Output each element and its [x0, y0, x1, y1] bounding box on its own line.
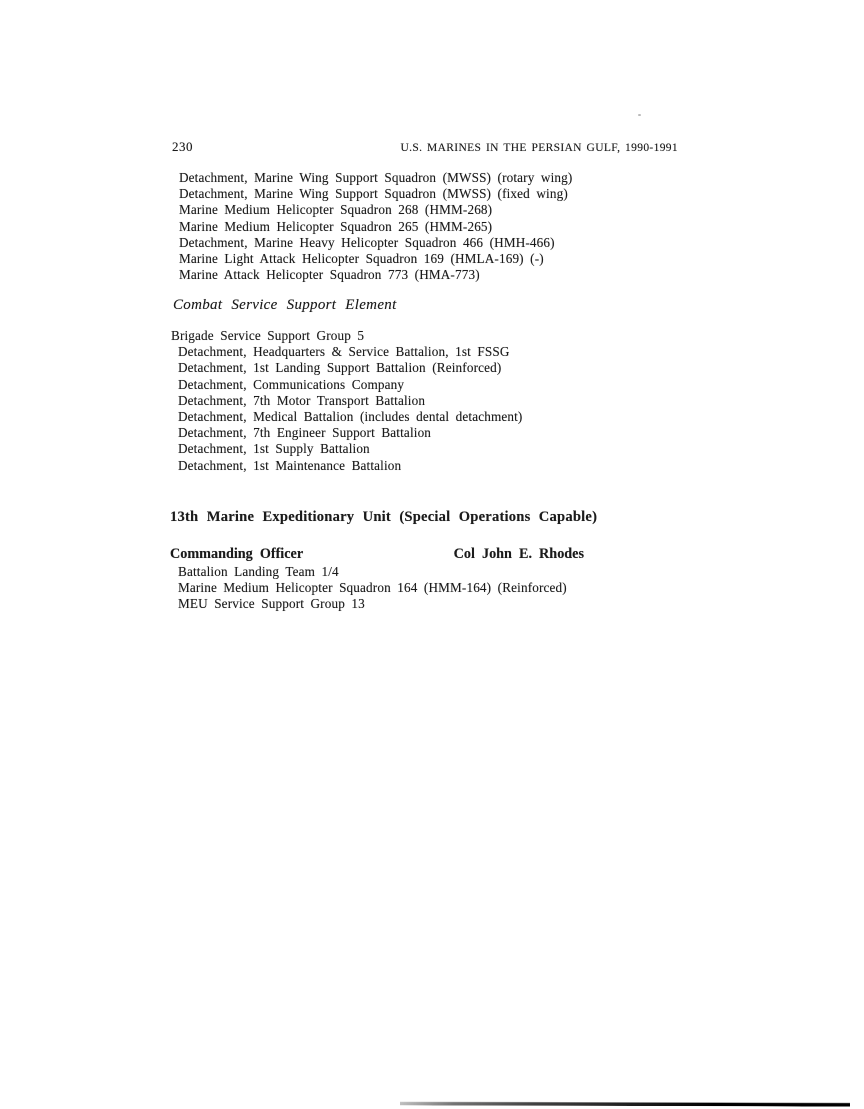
unit-line: Marine Medium Helicopter Squadron 164 (HMM-164) (Reinforced) [178, 580, 567, 596]
unit-line: Detachment, 7th Motor Transport Battalion [178, 392, 426, 408]
section-heading-13th-meu: 13th Marine Expeditionary Unit (Special Operations Capable) [170, 509, 598, 525]
unit-line: MEU Service Support Group 13 [178, 596, 365, 612]
unit-line: Battalion Landing Team 1/4 [178, 564, 339, 579]
unit-line: Marine Light Attack Helicopter Squadron 169 (HMLA-169) (-) [179, 251, 544, 267]
unit-line: Detachment, 1st Landing Support Battalion (Reinforced) [178, 360, 502, 376]
meu-units-list [171, 564, 567, 613]
scan-speck-artifact [638, 114, 641, 116]
unit-line: Detachment, 1st Supply Battalion [178, 441, 370, 457]
unit-line: Detachment, Marine Wing Support Squadron (MWSS) (rotary wing) [179, 170, 573, 185]
unit-line: Detachment, 7th Engineer Support Battalion [178, 425, 432, 441]
section-heading-combat-service-support: Combat Service Support Element [173, 297, 397, 313]
unit-line: Detachment, Medical Battalion (includes dental detachment) [178, 409, 523, 425]
aviation-units-list [172, 170, 572, 283]
page-number: 230 [172, 139, 193, 154]
running-header: U.S. MARINES IN THE PERSIAN GULF, 1990-1991 [400, 142, 678, 154]
scan-edge-line-artifact [400, 1100, 850, 1106]
page-header [172, 139, 678, 155]
group-title: Brigade Service Support Group 5 [171, 328, 365, 343]
unit-line: Detachment, 1st Maintenance Battalion [178, 457, 402, 473]
commanding-officer-row [170, 546, 584, 563]
unit-line: Detachment, Communications Company [178, 376, 405, 392]
unit-line: Marine Attack Helicopter Squadron 773 (HMA-773) [179, 267, 480, 283]
unit-line: Detachment, Headquarters & Service Battalion, 1st FSSG [178, 344, 510, 360]
unit-line: Detachment, Marine Wing Support Squadron (MWSS) (fixed wing) [179, 186, 568, 202]
commanding-officer-label: Commanding Officer [170, 546, 304, 562]
brigade-service-support-list [171, 328, 522, 474]
unit-line: Detachment, Marine Heavy Helicopter Squadron 466 (HMH-466) [179, 234, 555, 250]
unit-line: Marine Medium Helicopter Squadron 265 (HMM-265) [179, 218, 493, 234]
unit-line: Marine Medium Helicopter Squadron 268 (HMM-268) [179, 202, 493, 218]
commanding-officer-name: Col John E. Rhodes [453, 546, 584, 562]
